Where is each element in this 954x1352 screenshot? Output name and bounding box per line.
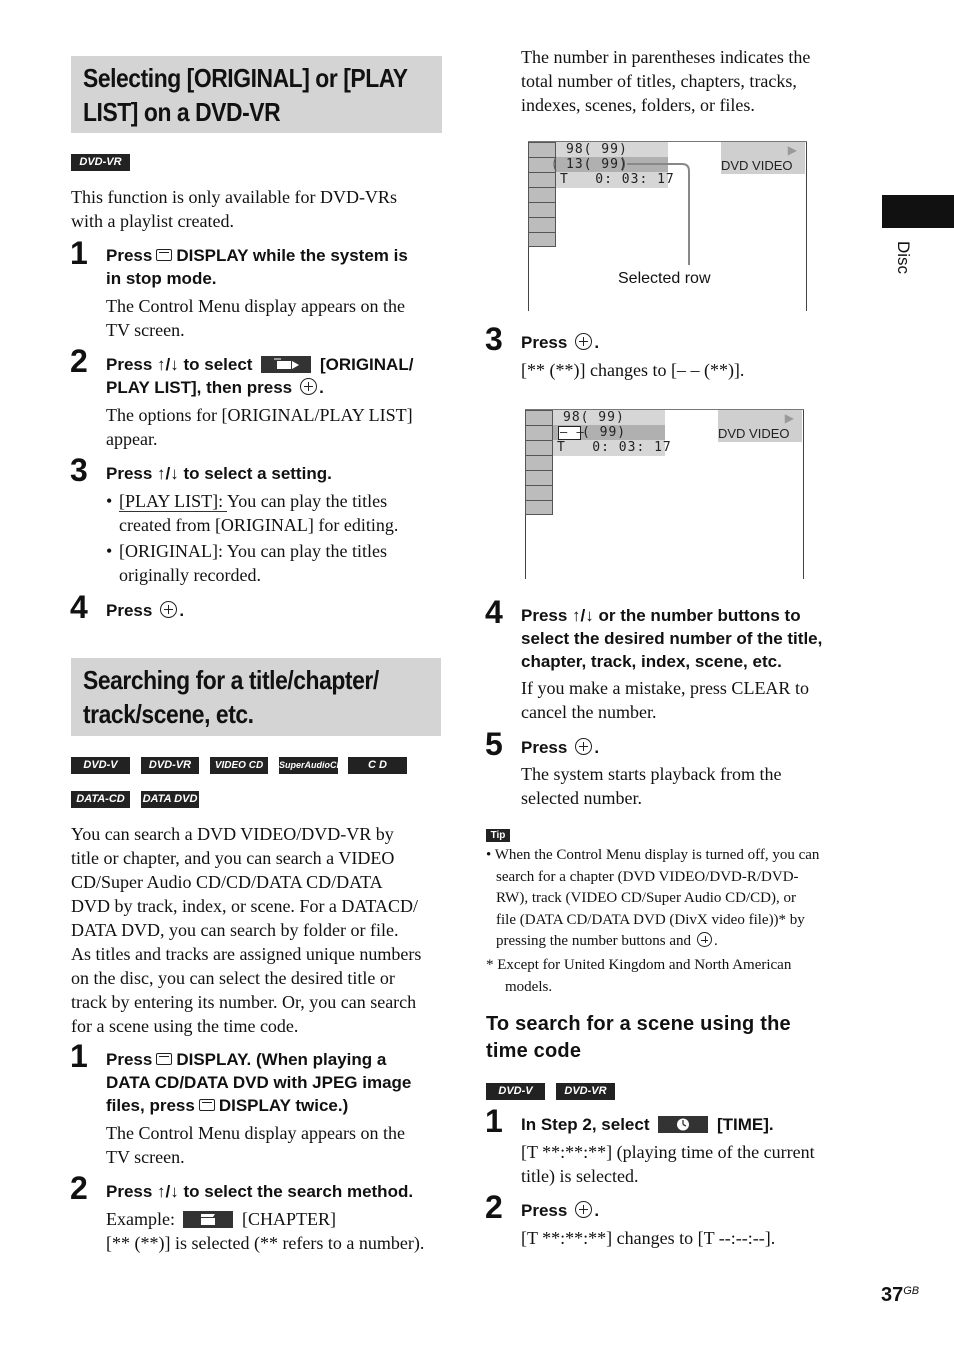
step-heading: Press ↑/↓ to select the search method. [106,1182,414,1201]
step-heading: Press . [521,333,600,352]
heading-line: track/scene, etc. [83,699,254,729]
step-body: The system starts playback from the selected number. [521,764,782,808]
side-tab-label: Disc [894,241,913,275]
chapter-icon [183,1211,233,1228]
bullet-play-list-text: [PLAY LIST]: You can play the titles created from [ORIGINAL] for editing. [119,491,399,535]
heading-line: Selecting [ORIGINAL] or [PLAY [83,63,408,93]
enter-button-icon [575,1201,592,1218]
step-number: 4 [70,589,88,625]
bullet-original: • [106,541,113,561]
search-intro-text: You can search a DVD VIDEO/DVD-VR by title or chapter, and you can search a VIDEO CD/Super Audio CD/CD/DATA CD/DATA DVD by track, index, or scene. For a DATACD/ DATA DVD, you can search by folder or file. As titles and tracks are assigned unique numbers on the disc, you can select the desired title or track by entering its number. Or, you can search for a scene using the time code. [71,824,422,1036]
screen-disc-type: DVD VIDEO ▶ [718,410,802,442]
tip-badge: Tip [486,829,510,842]
screen-row-title: 98( 99) [563,410,625,425]
heading-line: Searching for a title/chapter/ [83,665,379,695]
section-heading-original-playlist [71,56,442,133]
original-playlist-icon [261,356,311,373]
step-number: 1 [485,1103,503,1139]
subsection-heading: To search for a scene using the time code [486,1013,791,1062]
heading-line: LIST] on a DVD-VR [83,97,281,127]
bullet-play-list: • [106,491,113,511]
step-body: The Control Menu display appears on the TV screen. [106,296,405,340]
step-number: 2 [70,1170,88,1206]
dvd-v-badge: DVD-V [486,1083,545,1100]
screen-row-time: T 0: 03: 17 [560,172,675,187]
intro-text: This function is only available for DVD-VRs with a playlist created. [71,187,397,231]
screen-disc-type: DVD VIDEO ▶ [721,142,805,174]
time-clock-icon [658,1116,708,1133]
step-body: [T **:**:**] (playing time of the current title) is selected. [521,1142,815,1186]
step-heading: Press ↑/↓ to select a setting. [106,464,332,483]
enter-button-icon [575,738,592,755]
step-number: 1 [70,1038,88,1074]
page-number: $37^{GB}$ [881,1284,920,1306]
bullet-original-text: [ORIGINAL]: You can play the titles originally recorded. [119,541,387,585]
step-heading: Press . [521,1201,600,1220]
control-menu-screen-cleared [525,409,804,579]
step-number: 2 [485,1189,503,1225]
cd-badge: C D [348,757,407,774]
step-number: 4 [485,594,503,630]
step-number: 5 [485,726,503,762]
step-number: 2 [70,343,88,379]
screen-row-chapter: ( 99) [582,425,627,440]
step-body: If you make a mistake, press CLEAR to cancel the number. [521,678,809,722]
enter-button-icon [575,333,592,350]
step-number: 3 [70,452,88,488]
step-heading: In Step 2, select [TIME]. [521,1115,774,1134]
dvd-vr-badge: DVD-VR [141,757,199,774]
step-body: [** (**)] changes to [– – (**)]. [521,360,745,380]
screen-row-title: 98( 99) [566,142,628,157]
step-heading: Press ↑/↓ or the number buttons to select the desired number of the title, chapter, track, index, scene, etc. [521,606,823,671]
display-button-icon [156,249,172,261]
step-number: 1 [70,235,88,271]
step-heading: Press DISPLAY while the system is in stop mode. [106,246,408,288]
control-menu-screen-selected-row [528,141,807,311]
screen-row-time: T 0: 03: 17 [557,440,672,455]
section-heading-search [71,658,441,736]
dvd-v-badge: DVD-V [71,757,130,774]
tip-text: • When the Control Menu display is turned off, you can search for a chapter (DVD VIDEO/DVD-R/DVD- RW), track (VIDEO CD/Super Audio CD/CD), or file (DATA CD/DATA DVD (DivX video file))* by pressing the number buttons and . [486,847,820,949]
step-heading: Press DISPLAY. (When playing a DATA CD/DATA DVD with JPEG image files, press DISPLAY twice.) [106,1050,412,1115]
parentheses-intro-text: The number in parentheses indicates the total number of titles, chapters, tracks, indexes, scenes, folders, or files. [521,47,811,115]
super-audio-cd-badge: SuperAudioCD [279,757,338,774]
screen-row-cleared: – – [560,425,585,439]
underline [119,511,227,512]
step-heading: Press ↑/↓ to select [ORIGINAL/ PLAY LIST], then press . [106,355,414,397]
display-button-icon [156,1053,172,1065]
data-cd-badge: DATA-CD [71,791,130,808]
step-body: Example: [CHAPTER] [** (**)] is selected (** refers to a number). [106,1209,425,1253]
data-dvd-badge: DATA DVD [141,791,199,808]
selected-row-label: Selected row [618,270,711,287]
tip-note: * Except for United Kingdom and North American models. [486,957,792,995]
video-cd-badge: VIDEO CD [210,757,268,774]
enter-button-icon [160,601,177,618]
step-heading: Press . [106,601,185,620]
step-body: [T **:**:**] changes to [T --:--:--]. [521,1228,776,1248]
screen-row-chapter: 13( 99) [566,157,628,172]
step-heading: Press . [521,738,600,757]
enter-button-icon [300,378,317,395]
side-tab-marker [882,195,954,228]
display-button-icon [199,1099,215,1111]
step-body: The options for [ORIGINAL/PLAY LIST] appear. [106,405,413,449]
step-body: The Control Menu display appears on the TV screen. [106,1123,405,1167]
dvd-vr-badge: DVD-VR [556,1083,615,1100]
dvd-vr-badge: DVD-VR [71,154,130,171]
step-number: 3 [485,321,503,357]
enter-button-icon [697,932,712,947]
